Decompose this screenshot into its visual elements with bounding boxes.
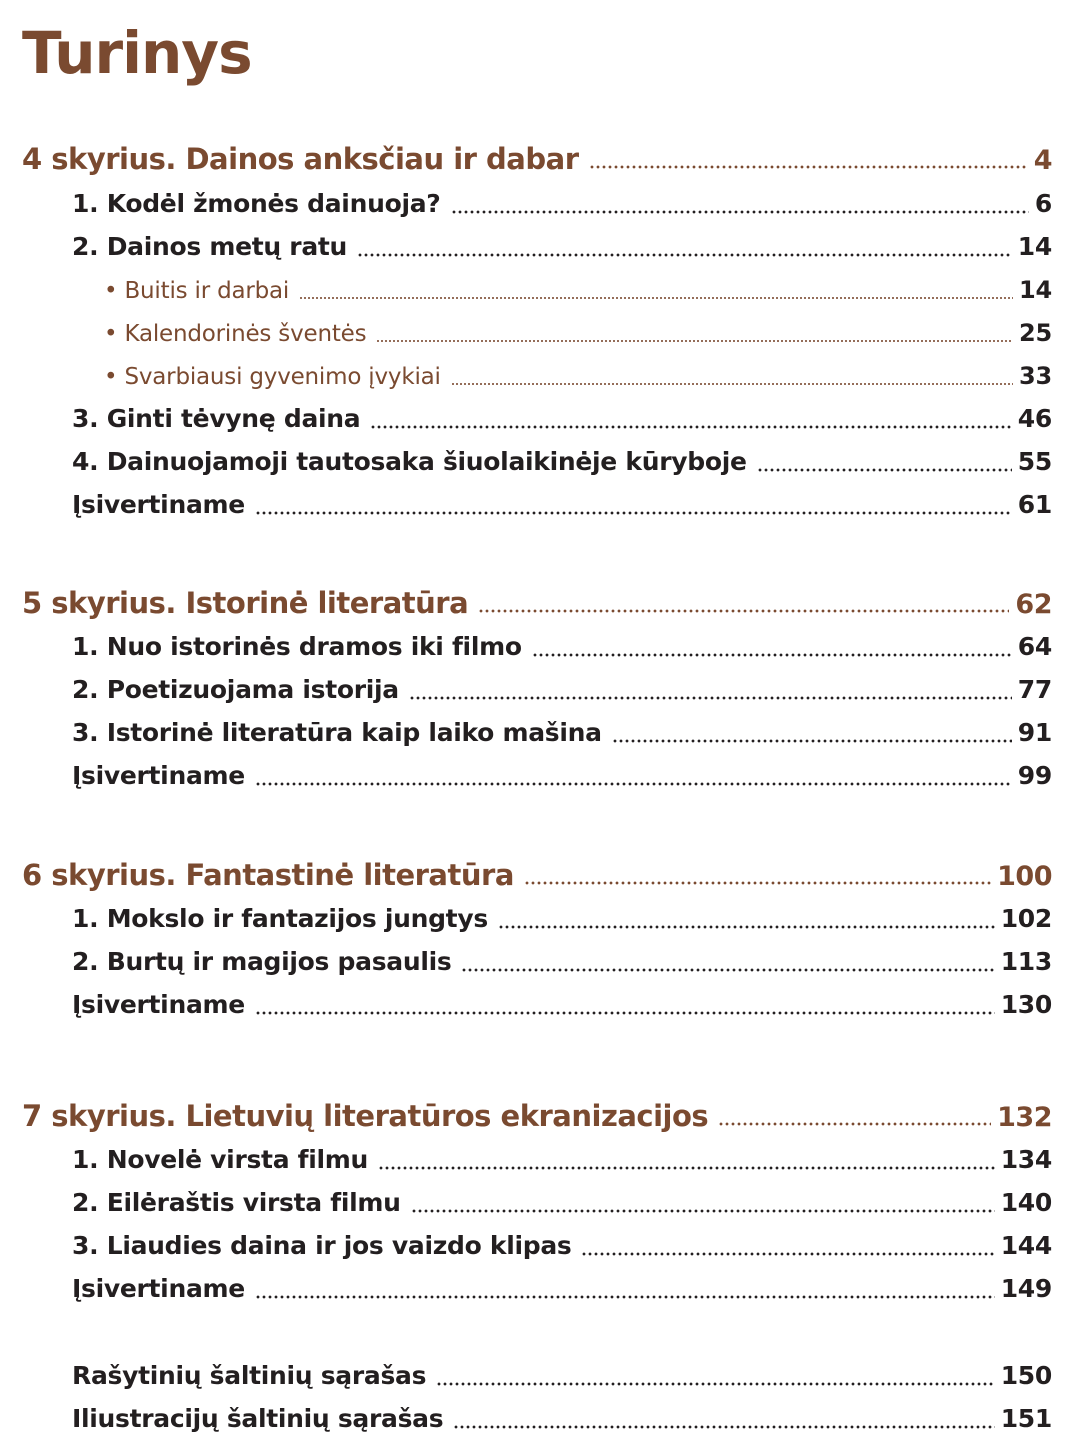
page-number: 64 <box>1017 632 1052 661</box>
item-title: 2. Burtų ir magijos pasaulis <box>72 947 452 976</box>
toc-appendix-written-sources[interactable] <box>72 1357 1052 1395</box>
dot-leader <box>255 1292 995 1302</box>
page-number: 150 <box>1000 1361 1052 1390</box>
item-title: Įsivertiname <box>72 761 245 790</box>
item-title: Įsivertiname <box>72 990 245 1019</box>
dot-leader <box>411 1206 995 1216</box>
toc-appendix-illustration-sources[interactable] <box>72 1400 1052 1438</box>
toc-item[interactable] <box>72 900 1052 938</box>
item-title: Įsivertiname <box>72 1274 245 1303</box>
dot-leader <box>255 508 1012 518</box>
item-title: 3. Istorinė literatūra kaip laiko mašina <box>72 718 602 747</box>
page-number: 102 <box>1000 904 1052 933</box>
item-title: 4. Dainuojamoji tautosaka šiuolaikinėje kūryboje <box>72 447 747 476</box>
dot-leader <box>498 922 995 932</box>
page-number: 130 <box>1000 990 1052 1019</box>
item-title: Iliustracijų šaltinių sąrašas <box>72 1404 444 1433</box>
toc-item[interactable] <box>72 714 1052 752</box>
toc-item[interactable] <box>72 185 1052 223</box>
page-number: 91 <box>1017 718 1052 747</box>
page-number: 33 <box>1019 362 1052 390</box>
dot-leader <box>299 293 1013 303</box>
toc-item[interactable] <box>72 1227 1052 1265</box>
item-title: 1. Kodėl žmonės dainuoja? <box>72 189 441 218</box>
toc-subitem[interactable] <box>104 314 1052 352</box>
item-title: 1. Novelė virsta filmu <box>72 1145 369 1174</box>
page-number: 62 <box>1015 589 1052 620</box>
toc-item[interactable] <box>72 443 1052 481</box>
subitem-title: • Buitis ir darbai <box>104 278 290 304</box>
toc-subitem[interactable] <box>104 271 1052 309</box>
item-title: 2. Eilėraštis virsta filmu <box>72 1188 401 1217</box>
toc-item[interactable] <box>72 628 1052 666</box>
dot-leader <box>453 1422 994 1432</box>
item-title: Rašytinių šaltinių sąrašas <box>72 1361 427 1390</box>
dot-leader <box>532 650 1012 660</box>
item-title: Įsivertiname <box>72 490 245 519</box>
page-number: 6 <box>1034 189 1052 218</box>
toc-item-self-assessment[interactable] <box>72 757 1052 795</box>
toc-chapter-4[interactable] <box>22 140 1052 178</box>
page-number: 14 <box>1019 276 1052 304</box>
dot-leader <box>451 379 1013 389</box>
page-number: 61 <box>1017 490 1052 519</box>
toc-item[interactable] <box>72 1184 1052 1222</box>
item-title: 2. Poetizuojama istorija <box>72 675 399 704</box>
dot-leader <box>255 779 1012 789</box>
toc-chapter-6[interactable] <box>22 856 1052 894</box>
page-number: 151 <box>1000 1404 1052 1433</box>
toc-item[interactable] <box>72 671 1052 709</box>
dot-leader <box>378 1163 995 1173</box>
toc-item[interactable] <box>72 1141 1052 1179</box>
page-number: 100 <box>997 861 1052 892</box>
dot-leader <box>612 736 1012 746</box>
page-number: 144 <box>1000 1231 1052 1260</box>
dot-leader <box>370 422 1011 432</box>
dot-leader <box>357 250 1012 260</box>
page-number: 140 <box>1000 1188 1052 1217</box>
page-number: 149 <box>1000 1274 1052 1303</box>
dot-leader <box>718 1119 991 1129</box>
page-number: 4 <box>1033 145 1052 176</box>
toc-item-self-assessment[interactable] <box>72 486 1052 524</box>
chapter-title: 6 skyrius. Fantastinė literatūra <box>22 858 514 892</box>
toc-item-self-assessment[interactable] <box>72 986 1052 1024</box>
page-number: 25 <box>1019 319 1052 347</box>
toc-item-self-assessment[interactable] <box>72 1270 1052 1308</box>
toc-item[interactable] <box>72 228 1052 266</box>
dot-leader <box>376 336 1013 346</box>
item-title: 1. Mokslo ir fantazijos jungtys <box>72 904 488 933</box>
chapter-title: 7 skyrius. Lietuvių literatūros ekranizacijos <box>22 1099 709 1133</box>
page-number: 46 <box>1017 404 1052 433</box>
toc-subitem[interactable] <box>104 357 1052 395</box>
item-title: 3. Ginti tėvynę daina <box>72 404 361 433</box>
dot-leader <box>255 1008 995 1018</box>
chapter-title: 4 skyrius. Dainos anksčiau ir dabar <box>22 142 579 176</box>
dot-leader <box>409 693 1012 703</box>
toc-chapter-7[interactable] <box>22 1097 1052 1135</box>
dot-leader <box>461 965 994 975</box>
item-title: 2. Dainos metų ratu <box>72 232 348 261</box>
dot-leader <box>478 606 1009 616</box>
dot-leader <box>524 878 991 888</box>
subitem-title: • Svarbiausi gyvenimo įvykiai <box>104 364 441 390</box>
toc-item[interactable] <box>72 400 1052 438</box>
dot-leader <box>436 1379 995 1389</box>
page-number: 113 <box>1000 947 1052 976</box>
page-number: 14 <box>1017 232 1052 261</box>
subitem-title: • Kalendorinės šventės <box>104 321 367 347</box>
item-title: 1. Nuo istorinės dramos iki filmo <box>72 632 522 661</box>
page-number: 99 <box>1017 761 1052 790</box>
page-number: 55 <box>1017 447 1052 476</box>
dot-leader <box>589 162 1028 172</box>
page-title: Turinys <box>22 19 252 87</box>
toc-chapter-5[interactable] <box>22 584 1052 622</box>
chapter-title: 5 skyrius. Istorinė literatūra <box>22 586 469 620</box>
dot-leader <box>757 465 1012 475</box>
dot-leader <box>581 1249 994 1259</box>
page-number: 77 <box>1017 675 1052 704</box>
dot-leader <box>451 207 1029 217</box>
toc-item[interactable] <box>72 943 1052 981</box>
page-number: 134 <box>1000 1145 1052 1174</box>
page-number: 132 <box>997 1102 1052 1133</box>
item-title: 3. Liaudies daina ir jos vaizdo klipas <box>72 1231 572 1260</box>
